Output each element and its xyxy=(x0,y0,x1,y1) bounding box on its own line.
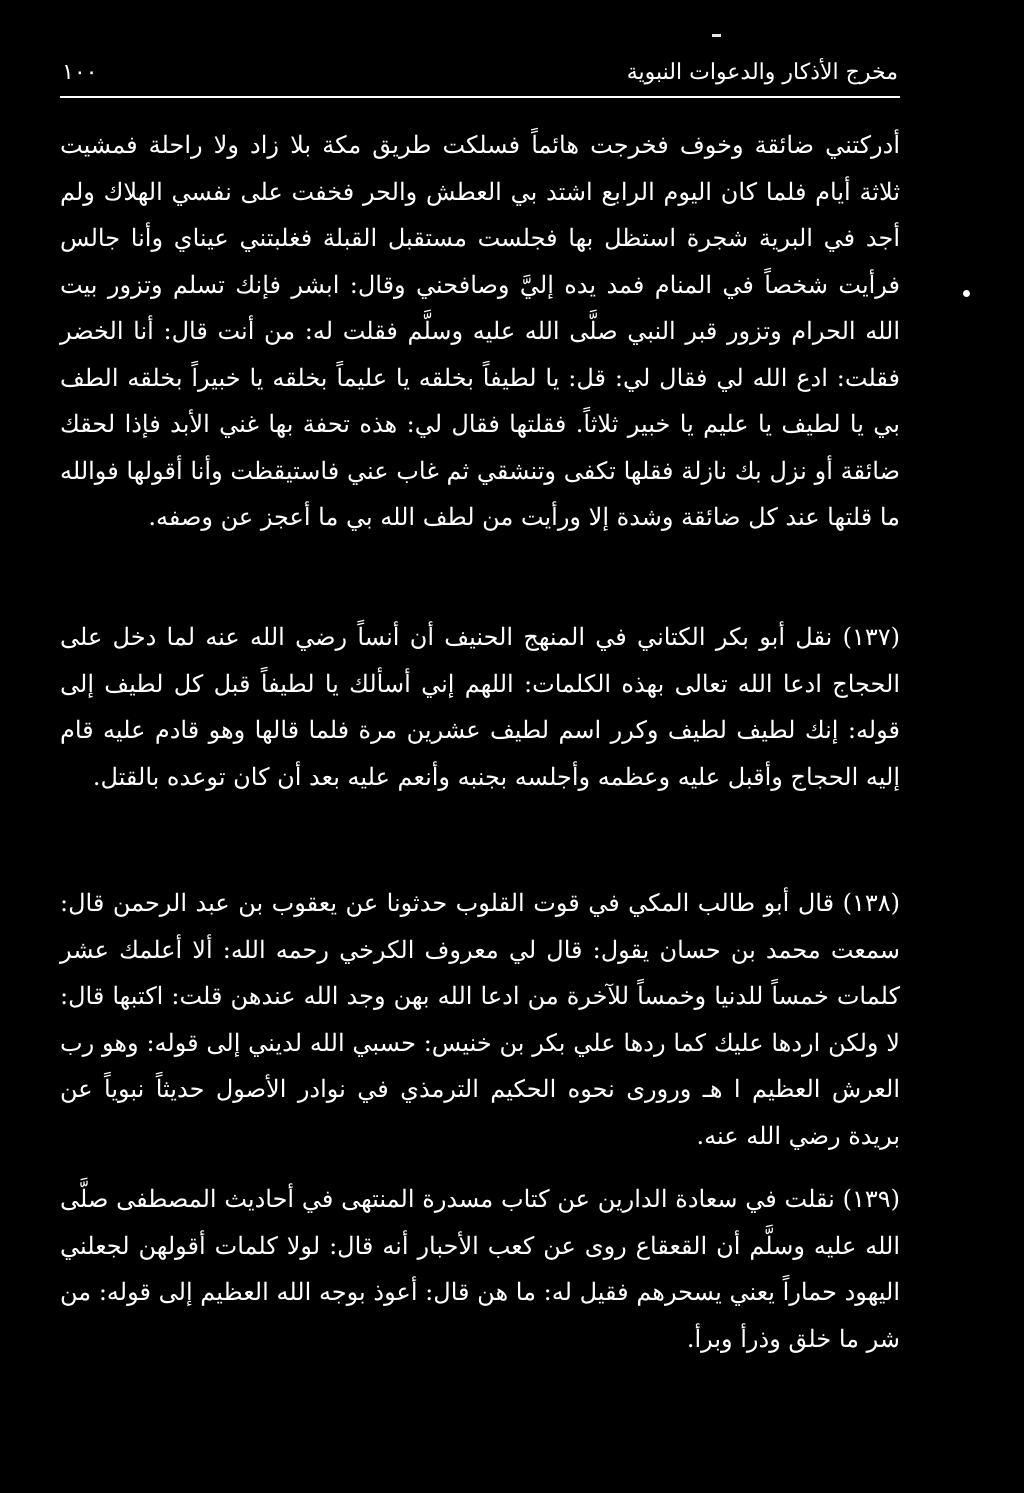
paragraph-139: (١٣٩) نقلت في سعادة الدارين عن كتاب مسدرة المنتهى في أحاديث المصطفى صلَّى الله عليه وسلَّم أن القعقاع روى عن كعب الأحبار أنه قال: لولا كلمات أقولهن لجعلني اليهود حماراً يعني يسحرهم فقيل له: ما هن قال: أعوذ بوجه الله العظيم إلى قوله: من شر ما خلق وذرأ وبرأ. xyxy=(60,1185,900,1353)
paragraph-138: (١٣٨) قال أبو طالب المكي في قوت القلوب حدثونا عن يعقوب بن عبد الرحمن قال: سمعت محمد بن حسان يقول: قال لي معروف الكرخي رحمه الله: ألا أعلمك عشر كلمات خمساً للدنيا وخمساً للآخرة من ادعا الله بهن وجد الله عندهن قلت: اكتبها قال: لا ولكن اردها عليك كما ردها علي بكر بن خنيس: حسبي الله لديني إلى قوله: وهو رب العرش العظيم ا هـ ورورى نحوه الحكيم الترمذي في نوادر الأصول حديثاً نبوياً عن بريدة رضي الله عنه. xyxy=(60,889,900,1150)
page-number: ١٠٠ xyxy=(62,59,98,85)
running-title: مخرج الأذكار والدعوات النبوية xyxy=(626,59,898,85)
paragraph-137: (١٣٧) نقل أبو بكر الكتاني في المنهج الحنيف أن أنساً رضي الله عنه لما دخل على الحجاج ادعا الله تعالى بهذه الكلمات: اللهم إني أسألك يا لطيفاً قبل كل لطيف إلى قوله: إنك لطيف لطيف وكرر اسم لطيف عشرين مرة فلما قالها وهو قادم عليه قام إليه الحجاج وأقبل عليه وعظمه وأجلسه بجنبه وأنعم عليه بعد أن كان توعده بالقتل. xyxy=(60,623,900,791)
top-mark xyxy=(712,34,721,37)
header-rule xyxy=(60,96,900,98)
margin-dot xyxy=(963,290,970,297)
paragraph-intro: أدركتني ضائقة وخوف فخرجت هائماً فسلكت طريق مكة بلا زاد ولا راحلة فمشيت ثلاثة أيام فلما كان اليوم الرابع اشتد بي العطش والحر فخفت على نفسي الهلاك ولم أجد في البرية شجرة استظل بها فجلست مستقبل القبلة فغلبتني عيناي وأنا جالس فرأيت شخصاً في المنام فمد يده إليَّ وصافحني وقال: ابشر فإنك تسلم وتزور بيت الله الحرام وتزور قبر النبي صلَّى الله عليه وسلَّم فقلت له: من أنت قال: أنا الخضر فقلت: ادع الله لي فقال لي: قل: يا لطيفاً بخلقه يا عليماً بخلقه يا خبيراً بخلقه الطف بي يا لطيف يا عليم يا خبير ثلاثاً. فقلتها فقال لي: هذه تحفة بها غني الأبد فإذا لحقك ضائقة أو نزل بك نازلة فقلها تكفى وتنشقي ثم غاب عني فاستيقظت وأنا أقولها فوالله ما قلتها عند كل ضائقة وشدة إلا ورأيت من لطف الله بي ما أعجز عن وصفه. xyxy=(60,131,901,531)
running-header xyxy=(62,52,898,92)
